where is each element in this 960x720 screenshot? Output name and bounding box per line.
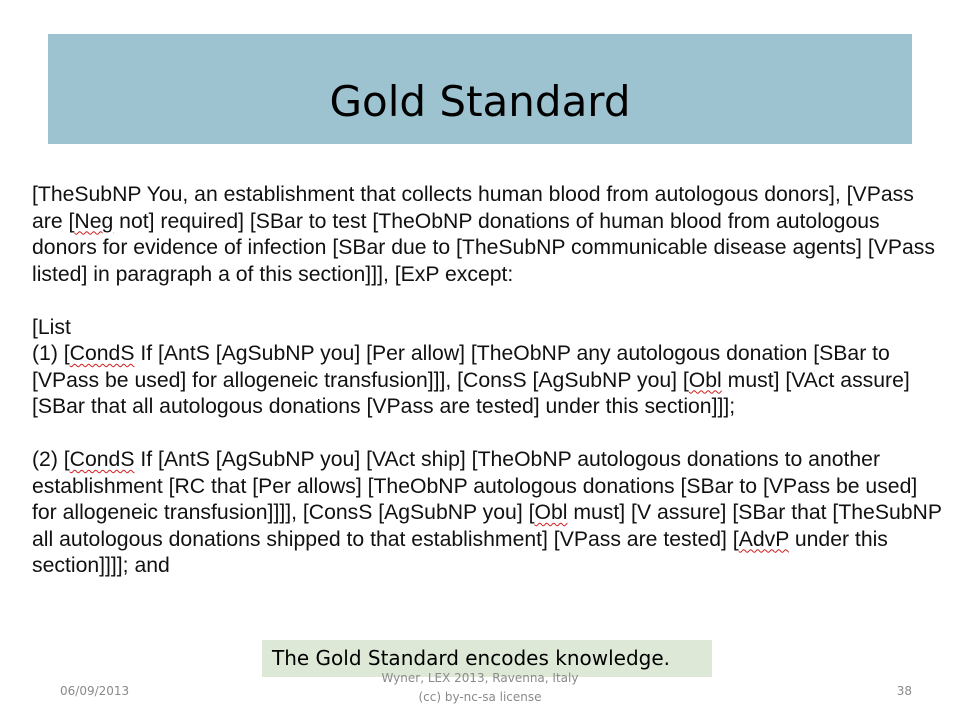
text-run: If [AntS [AgSubNP you] [VAct ship] [TheObNP autologous donations to another establishment [RC that [Per allows] [TheObNP autologous donations [SBar to [VPass be used] for allogeneic transfusion]]]], [ConsS [AgSubNP you] [ bbox=[32, 448, 918, 524]
paragraph-gap bbox=[32, 288, 942, 315]
paragraph-gap bbox=[32, 421, 942, 448]
flagged-tag: Obl bbox=[534, 501, 568, 524]
paragraph-2 bbox=[32, 315, 942, 342]
slide-title: Gold Standard bbox=[329, 77, 631, 126]
flagged-tag: Obl bbox=[688, 368, 722, 392]
text-run: (1) [ bbox=[32, 342, 70, 365]
text-run: (2) [ bbox=[32, 448, 70, 471]
text-run: under this section]]]]; and bbox=[32, 527, 888, 577]
text-run: must] [V assure] [SBar that [TheSubNP all autologous donations shipped to that establishment] [VPass are tested] [ bbox=[32, 501, 942, 551]
slide-number: 38 bbox=[896, 684, 912, 698]
footer-attribution-line-1: Wyner, LEX 2013, Ravenna, Italy bbox=[381, 671, 579, 685]
text-run: must] [VAct assure] [SBar that all autologous donations [VPass are tested] under this section]]]; bbox=[32, 368, 910, 418]
text-run: If [AntS [AgSubNP you] [Per allow] [TheObNP any autologous donation [SBar to [VPass be used] for allogeneic transfusion]]], [ConsS [AgSubNP you] [ bbox=[32, 342, 890, 392]
footer-attribution-line-2: (cc) by-nc-sa license bbox=[418, 690, 542, 704]
footer-date: 06/09/2013 bbox=[60, 684, 130, 698]
flagged-tag: AdvP bbox=[738, 527, 789, 551]
flagged-tag: CondS bbox=[69, 342, 135, 365]
paragraph-3 bbox=[32, 341, 942, 421]
text-run: [List bbox=[32, 315, 71, 339]
paragraph-1 bbox=[32, 182, 942, 288]
text-run: [VPass are [ bbox=[32, 183, 914, 233]
paragraph-4 bbox=[32, 447, 942, 580]
text-run: [TheSubNP You, an establishment that collects human blood from autologous donors], bbox=[32, 183, 847, 206]
flagged-tag: Neg bbox=[74, 209, 114, 233]
footer-attribution bbox=[330, 669, 630, 707]
flagged-tag: CondS bbox=[69, 448, 135, 471]
text-run: not] required] [SBar to test [TheObNP donations of human blood from autologous donors for evidence of infection [SBar due to [TheSubNP communicable disease agents] [VPass listed] in paragraph a of this section]]], [ExP except: bbox=[32, 209, 935, 286]
annotated-text-block bbox=[32, 182, 942, 580]
title-banner bbox=[48, 34, 912, 144]
caption-box: The Gold Standard encodes knowledge. bbox=[262, 640, 712, 677]
